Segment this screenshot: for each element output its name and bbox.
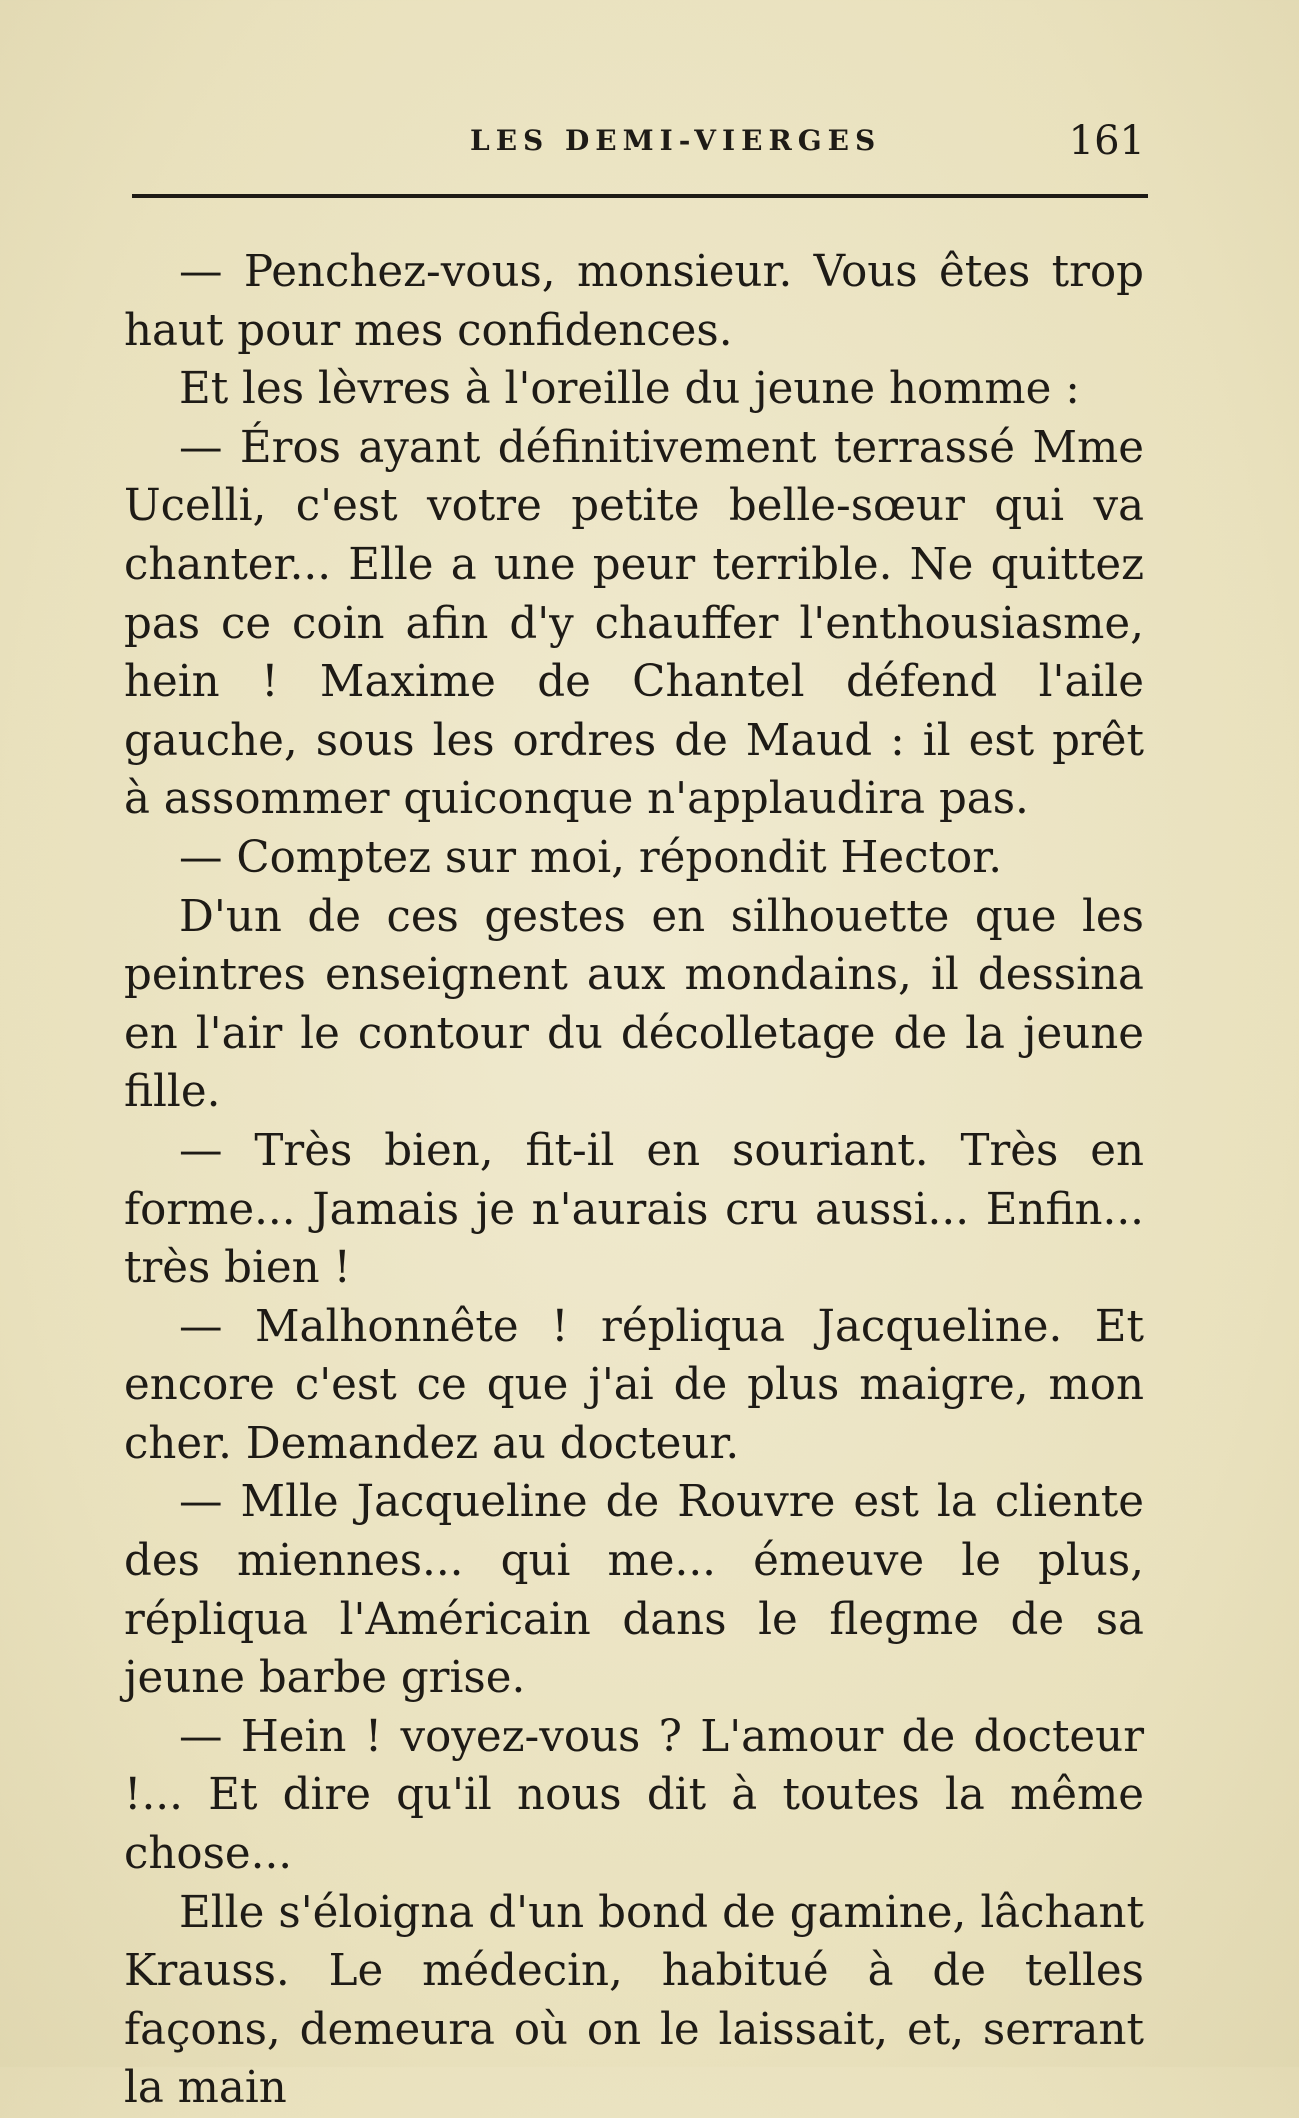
paragraph: Elle s'éloigna d'un bond de gamine, lâchant Krauss. Le médecin, habitué à de telles façons, demeura où on le laissait, et, serrant la main (124, 1887, 1144, 2114)
paragraph: Et les lèvres à l'oreille du jeune homme : (179, 364, 1080, 415)
paragraph: — Très bien, fit-il en souriant. Très en forme... Jamais je n'aurais cru aussi... Enfin... très bien ! (124, 1125, 1144, 1294)
paragraph: — Comptez sur moi, répondit Hector. (179, 832, 1003, 883)
running-head (130, 118, 1145, 168)
paragraph: D'un de ces gestes en silhouette que les peintres enseignent aux mondains, il dessina en l'air le contour du décolletage de la jeune fille. (124, 891, 1144, 1118)
paragraph: — Malhonnête ! répliqua Jacqueline. Et encore c'est ce que j'ai de plus maigre, mon cher. Demandez au docteur. (124, 1301, 1144, 1469)
paragraph: — Hein ! voyez-vous ? L'amour de docteur !... Et dire qu'il nous dit à toutes la même chose... (124, 1711, 1144, 1880)
page-number: 161 (1068, 118, 1145, 164)
header-rule (132, 194, 1148, 198)
body-text (124, 243, 1144, 2118)
paragraph: — Penchez-vous, monsieur. Vous êtes trop haut pour mes confidences. (124, 247, 1144, 356)
running-title: LES DEMI-VIERGES (470, 124, 882, 157)
paragraph: — Éros ayant définitivement terrassé Mme Ucelli, c'est votre petite belle-sœur qui va chanter... Elle a une peur terrible. Ne quittez pas ce coin afin d'y chauffer l'enthousiasme, hein ! Maxime de Chantel défend l'aile gauche, sous les ordres de Maud : il est prêt à assommer quiconque n'applaudira pas. (124, 422, 1144, 825)
paragraph: — Mlle Jacqueline de Rouvre est la cliente des miennes... qui me... émeuve le plus, répliqua l'Américain dans le flegme de sa jeune barbe grise. (124, 1477, 1144, 1704)
